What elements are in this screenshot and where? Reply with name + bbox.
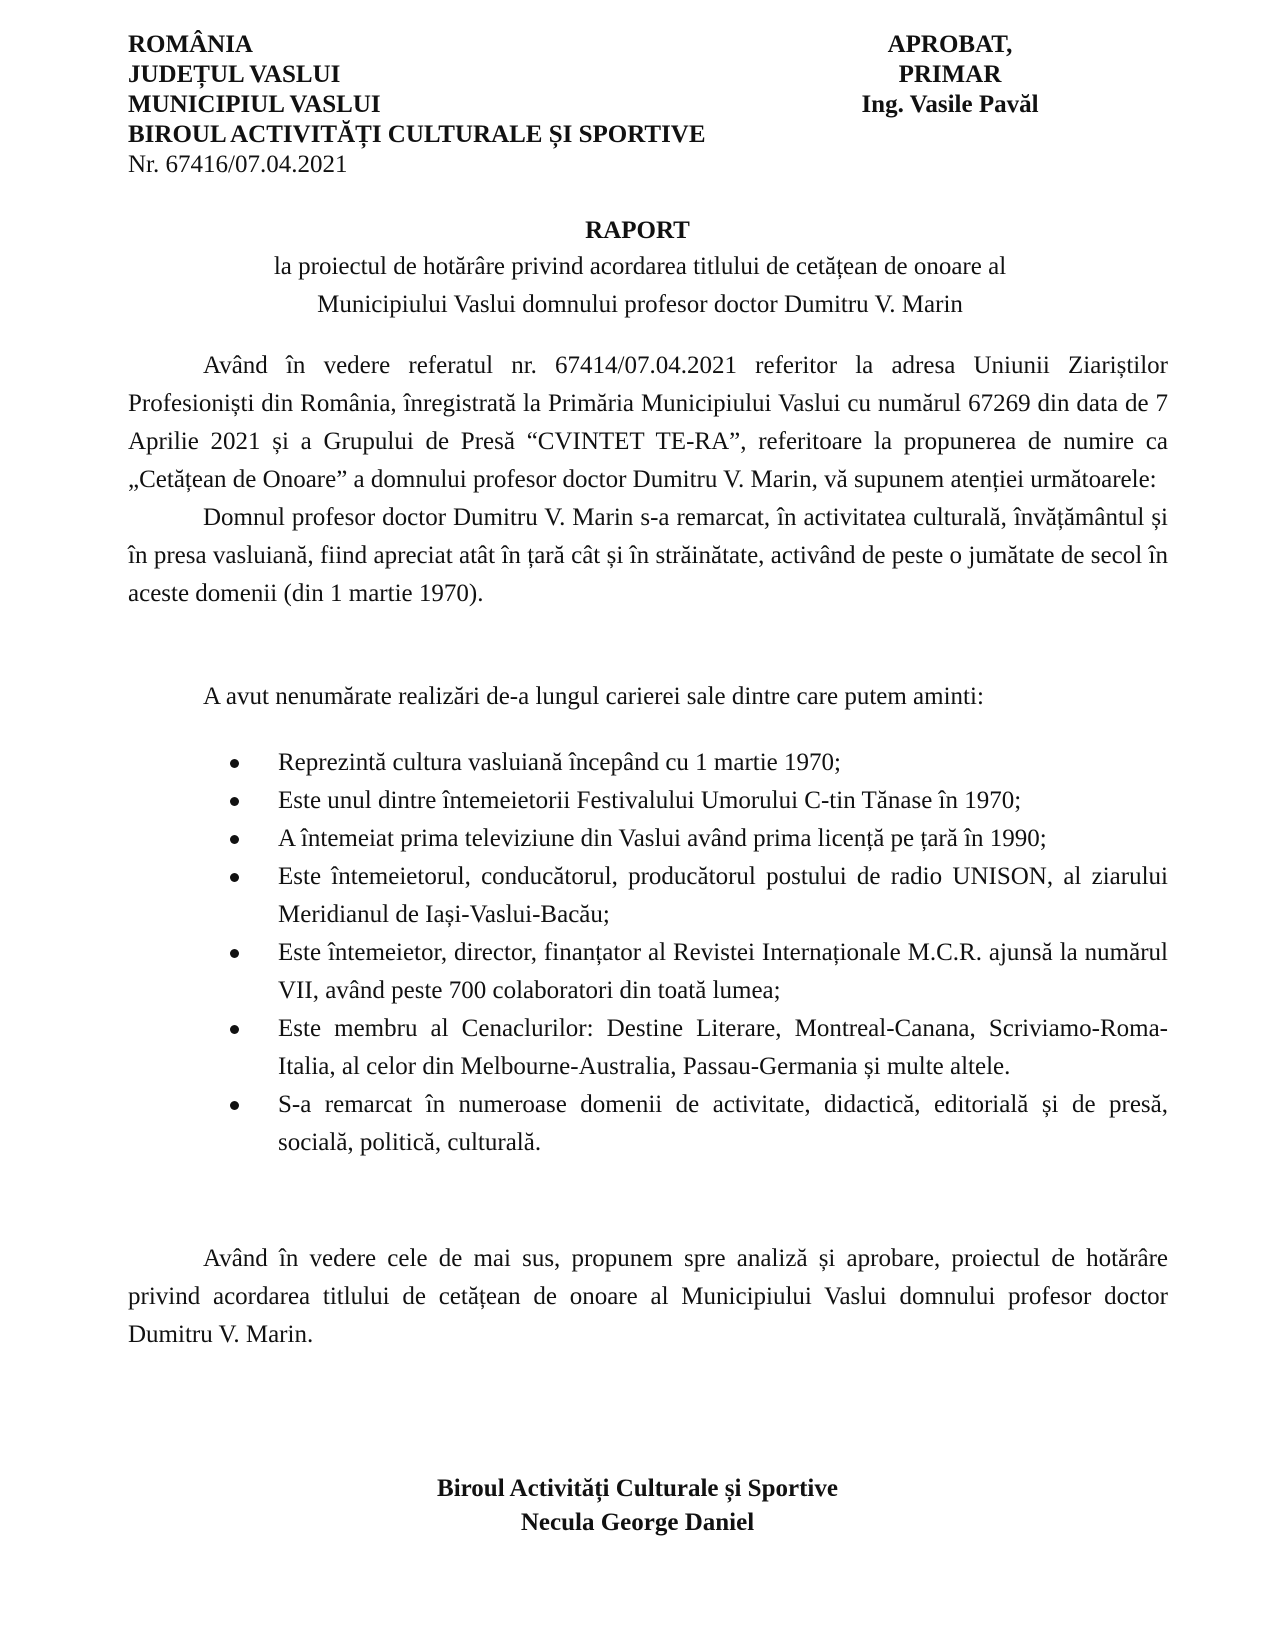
approved-label: APROBAT, <box>887 31 1013 58</box>
bullet-icon <box>230 1101 239 1110</box>
bullet-icon <box>230 835 239 844</box>
mayor-label: PRIMAR <box>898 61 1002 88</box>
achievements-intro-section <box>128 678 1168 716</box>
subtitle-line-1: la proiectul de hotărâre privind acordarea titlului de cetățean de onoare al <box>273 253 1007 280</box>
subtitle-line-2: Municipiului Vaslui domnului profesor doctor Dumitru V. Marin <box>317 291 963 318</box>
bullet-icon <box>230 759 239 768</box>
signature-name: Necula George Daniel <box>520 1509 755 1536</box>
bullet-icon <box>230 1025 239 1034</box>
county-line: JUDEȚUL VASLUI <box>128 61 341 88</box>
intro-section <box>128 347 1168 613</box>
list-item: Este membru al Cenaclurilor: Destine Literare, Montreal-Canana, Scriviamo-Roma-Italia, al celor din Melbourne-Australia, Passau-Germania și multe altele. <box>128 1010 1168 1086</box>
municipality-line: MUNICIPIUL VASLUI <box>128 91 381 118</box>
department-line: BIROUL ACTIVITĂȚI CULTURALE ȘI SPORTIVE <box>128 121 706 148</box>
bullet-icon <box>230 873 239 882</box>
paragraph-merits: Domnul profesor doctor Dumitru V. Marin s-a remarcat, în activitatea culturală, învățământul și în presa vasluiană, fiind apreciat atât în țară cât și în străinătate, activând de peste o jumătate de secol în aceste domenii (din 1 martie 1970). <box>128 504 1168 607</box>
bullet-icon <box>230 949 239 958</box>
document-subtitle <box>140 248 1140 324</box>
bullet-icon <box>230 797 239 806</box>
paragraph-conclusion: Având în vedere cele de mai sus, propunem spre analiză și aprobare, proiectul de hotărâre privind acordarea titlului de cetățean de onoare al Municipiului Vaslui domnului profesor doctor Dumitru V. Marin. <box>128 1245 1168 1348</box>
list-item: Este întemeietorul, conducătorul, producătorul postului de radio UNISON, al ziarului Meridianul de Iași-Vaslui-Bacău; <box>128 858 1168 934</box>
signature-department: Biroul Activități Culturale și Sportive <box>437 1475 838 1502</box>
list-item: Este unul dintre întemeietorii Festivalului Umorului C-tin Tănase în 1970; <box>128 782 1168 820</box>
approval-block <box>820 30 1080 120</box>
list-item: A întemeiat prima televiziune din Vaslui având prima licență pe țară în 1990; <box>128 820 1168 858</box>
list-item: Este întemeietor, director, finanțator al Revistei Internaționale M.C.R. ajunsă la numărul VII, având peste 700 colaboratori din toată lumea; <box>128 934 1168 1010</box>
institution-header <box>128 30 706 180</box>
list-item: S-a remarcat în numeroase domenii de activitate, didactică, editorială și de presă, socială, politică, culturală. <box>128 1086 1168 1162</box>
mayor-name: Ing. Vasile Pavăl <box>861 91 1039 118</box>
list-item: Reprezintă cultura vasluiană începând cu 1 martie 1970; <box>128 744 1168 782</box>
paragraph-referral: Având în vedere referatul nr. 67414/07.04.2021 referitor la adresa Uniunii Ziariștilor Profesioniști din România, înregistrată la Primăria Municipiului Vaslui cu numărul 67269 din data de 7 Aprilie 2021 și a Grupului de Presă “CVINTET TE-RA”, referitoare la propunerea de numire ca „Cetățean de Onoare” a domnului profesor doctor Dumitru V. Marin, vă supunem atenției următoarele: <box>128 352 1168 493</box>
registration-number: Nr. 67416/07.04.2021 <box>128 151 348 178</box>
country-line: ROMÂNIA <box>128 31 253 58</box>
achievements-list <box>128 744 1168 1162</box>
paragraph-achievements-intro: A avut nenumărate realizări de-a lungul carierei sale dintre care putem aminti: <box>203 683 984 710</box>
document-title: RAPORT <box>585 217 690 244</box>
signature-block <box>0 1472 1275 1540</box>
conclusion-section <box>128 1240 1168 1354</box>
